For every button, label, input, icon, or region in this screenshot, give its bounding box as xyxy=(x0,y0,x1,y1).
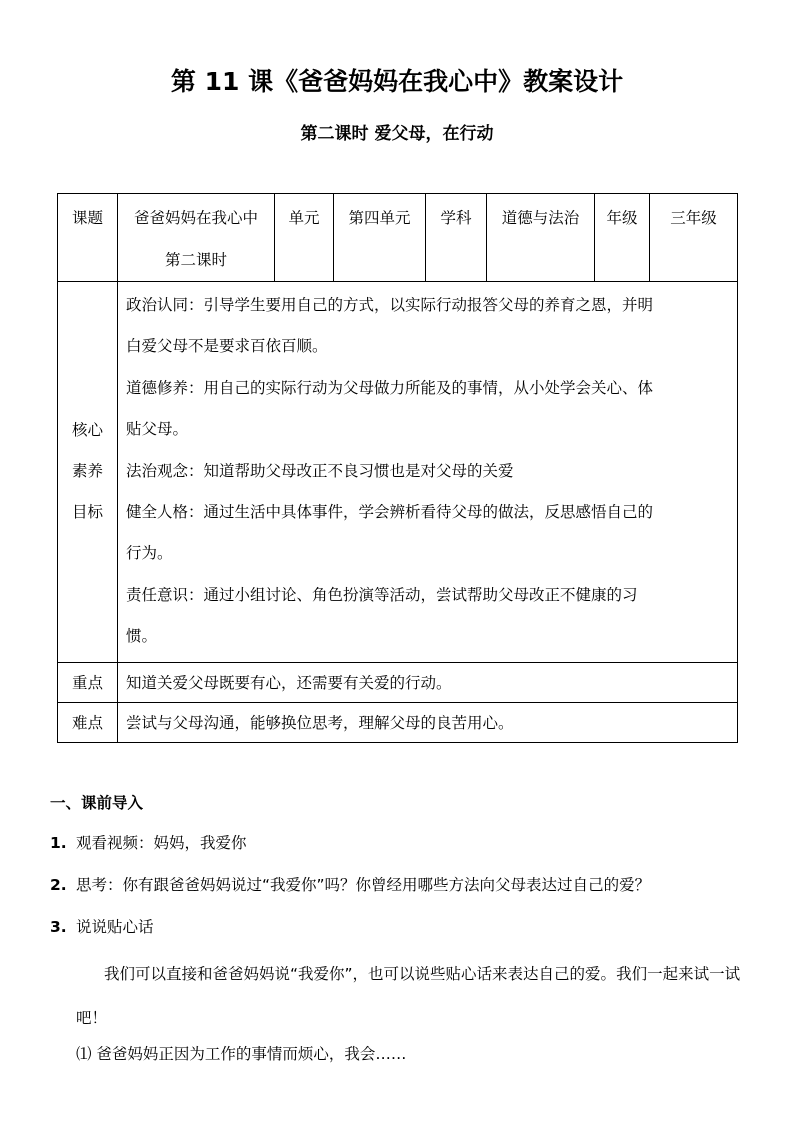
topic-value xyxy=(118,194,275,282)
list-item xyxy=(50,828,247,858)
table-header-row xyxy=(58,194,738,282)
sub-item: ⑴ 爸爸妈妈正因为工作的事情而烦心，我会…… xyxy=(76,1045,407,1063)
goal-line: 责任意识：通过小组讨论、角色扮演等活动，尝试帮助父母改正不健康的习 xyxy=(126,585,638,604)
difficulty-row xyxy=(58,702,738,742)
goal-line: 贴父母。 xyxy=(126,420,189,439)
grade-value: 三年级 xyxy=(650,194,738,282)
list-item-number: 2. xyxy=(50,876,67,894)
page-title: 第 11 课《爸爸妈妈在我心中》教案设计 xyxy=(170,67,624,96)
topic-line-2: 第二课时 xyxy=(164,251,227,269)
page-subtitle: 第二课时 爱父母，在行动 xyxy=(300,124,494,144)
list-item xyxy=(50,870,650,900)
body-paragraph-text: 我们可以直接和爸爸妈妈说“我爱你”，也可以说些贴心话来表达自己的爱。我们一起来试一试吧！ xyxy=(76,965,741,1027)
subject-label: 学科 xyxy=(426,194,487,282)
goals-label-line: 核心 xyxy=(71,421,103,440)
unit-value: 第四单元 xyxy=(334,194,426,282)
list-item-text: 观看视频：妈妈，我爱你 xyxy=(76,834,247,852)
topic-line-1: 爸爸妈妈在我心中 xyxy=(133,209,258,227)
lesson-table xyxy=(57,193,738,743)
unit-label: 单元 xyxy=(275,194,334,282)
list-item-text: 思考：你有跟爸爸妈妈说过“我爱你”吗？你曾经用哪些方法向父母表达过自己的爱？ xyxy=(76,876,651,894)
list-item-number: 3. xyxy=(50,918,67,936)
list-item-number: 1. xyxy=(50,834,67,852)
goals-row xyxy=(58,282,738,663)
difficulty-text: 尝试与父母沟通，能够换位思考，理解父母的良苦用心。 xyxy=(118,702,738,742)
key-point-label: 重点 xyxy=(58,662,118,702)
grade-label: 年级 xyxy=(595,194,650,282)
goals-content xyxy=(118,282,738,663)
goals-label xyxy=(58,282,118,663)
list-item-text: 说说贴心话 xyxy=(76,918,154,936)
goals-label-line: 素养 xyxy=(71,462,103,481)
section-heading: 一、课前导入 xyxy=(50,794,144,812)
goal-line: 法治观念：知道帮助父母改正不良习惯也是对父母的关爱 xyxy=(126,461,514,480)
topic-label: 课题 xyxy=(58,194,118,282)
goals-label-line: 目标 xyxy=(71,503,103,522)
goal-line: 行为。 xyxy=(126,544,173,563)
list-item xyxy=(50,912,154,942)
goal-line: 白爱父母不是要求百依百顺。 xyxy=(126,337,328,356)
goal-line: 健全人格：通过生活中具体事件，学会辨析看待父母的做法，反思感悟自己的 xyxy=(126,503,654,522)
key-point-row xyxy=(58,662,738,702)
body-paragraph xyxy=(76,952,752,1040)
goal-line: 惯。 xyxy=(126,627,158,646)
key-point-text: 知道关爱父母既要有心，还需要有关爱的行动。 xyxy=(118,662,738,702)
difficulty-label: 难点 xyxy=(58,702,118,742)
goal-line: 道德修养：用自己的实际行动为父母做力所能及的事情，从小处学会关心、体 xyxy=(126,378,654,397)
goal-line: 政治认同：引导学生要用自己的方式，以实际行动报答父母的养育之恩，并明 xyxy=(126,296,654,314)
subject-value: 道德与法治 xyxy=(487,194,595,282)
